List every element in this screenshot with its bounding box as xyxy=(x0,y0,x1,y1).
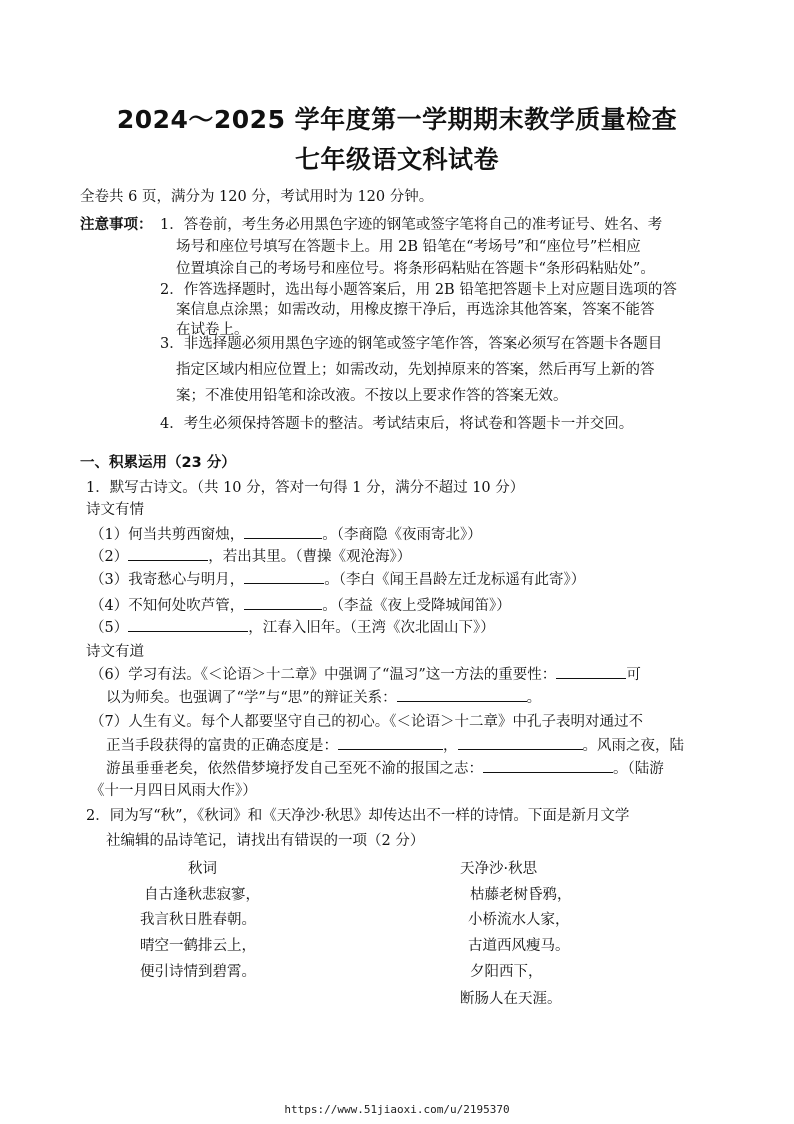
poem-2-line-5: 断肠人在天涯。 xyxy=(460,991,562,1007)
poem-2-line-1: 枯藤老树昏鸦， xyxy=(470,887,572,903)
question-1-stem: 1．默写古诗文。（共 10 分，答对一句得 1 分，满分不超过 10 分） xyxy=(86,480,525,496)
answer-blank[interactable] xyxy=(244,569,324,584)
section-heading: 一、积累运用（23 分） xyxy=(80,455,236,471)
poem-1-line-2: 我言秋日胜春朝。 xyxy=(140,912,256,928)
footer-url: https://www.51jiaoxi.com/u/2195370 xyxy=(284,1103,510,1116)
notice-item-1-line-1: 1．答卷前，考生务必用黑色字迹的钢笔或签字笔将自己的准考证号、姓名、考 xyxy=(160,217,663,233)
notice-item-3-line-2: 指定区域内相应位置上；如需改动，先划掉原来的答案，然后再写上新的答 xyxy=(176,362,655,378)
notice-item-2-line-3: 在试卷上。 xyxy=(176,322,249,338)
poem-1-line-4: 便引诗情到碧霄。 xyxy=(140,964,256,980)
poem-1-line-3: 晴空一鹤排云上， xyxy=(140,938,256,954)
answer-blank[interactable] xyxy=(338,735,443,750)
notice-item-3-line-3: 案；不准使用铅笔和涂改液。不按以上要求作答的答案无效。 xyxy=(176,388,568,404)
exam-subtitle: 七年级语文科试卷 xyxy=(294,145,499,174)
notice-label: 注意事项： xyxy=(80,217,153,233)
question-2-stem-line-2: 社编辑的品诗笔记，请找出有错误的一项（2 分） xyxy=(106,833,425,849)
poem-1-title: 秋词 xyxy=(188,861,217,877)
notice-item-2-line-1: 2．作答选择题时，选出每小题答案后，用 2B 铅笔把答题卡上对应题目选项的答 xyxy=(160,282,677,298)
question-1-item-7-line-1: （7）人生有义。每个人都要坚守自己的初心。《＜论语＞十二章》中孔子表明对通过不 xyxy=(90,714,643,730)
answer-blank[interactable] xyxy=(244,524,322,539)
poem-2-line-2: 小桥流水人家， xyxy=(468,912,570,928)
poem-1-line-1: 自古逢秋悲寂寥， xyxy=(144,887,260,903)
question-1-item-1: （1）何当共剪西窗烛， 。（李商隐《夜雨寄北》） xyxy=(90,524,482,546)
question-1-item-7-line-2: 正当手段获得的富贵的正确态度是： ， 。风雨之夜，陆 xyxy=(106,735,684,757)
question-1-item-4: （4）不知何处吹芦管， 。（李益《夜上受降城闻笛》） xyxy=(90,595,511,617)
question-1-item-5: （5） ，江春入旧年。（王湾《次北固山下》） xyxy=(90,617,495,639)
question-1-item-3: （3）我寄愁心与明月， 。（李白《闻王昌龄左迁龙标遥有此寄》） xyxy=(90,569,585,591)
answer-blank[interactable] xyxy=(128,617,248,632)
notice-item-1-line-3: 位置填涂自己的考场号和座位号。将条形码粘贴在答题卡“条形码粘贴处”。 xyxy=(176,261,655,277)
question-1-item-2: （2） ，若出其里。（曹操《观沧海》） xyxy=(90,546,411,568)
question-1-item-6-line-2: 以为师矣。也强调了“学”与“思”的辩证关系： 。 xyxy=(106,687,541,709)
notice-item-1-line-2: 场号和座位号填写在答题卡上。用 2B 铅笔在“考场号”和“座位号”栏相应 xyxy=(176,239,641,255)
question-2-stem-line-1: 2．同为写“秋”，《秋词》和《天净沙·秋思》却传达出不一样的诗情。下面是新月文学 xyxy=(86,808,630,824)
exam-title: 2024～2025 学年度第一学期期末教学质量检查 xyxy=(116,105,678,134)
answer-blank[interactable] xyxy=(556,664,626,679)
question-1-item-7-line-3: 游虽垂垂老矣，依然借梦境抒发自己至死不渝的报国之志： 。（陆游 xyxy=(106,758,664,780)
poem-2-line-4: 夕阳西下， xyxy=(470,964,543,980)
answer-blank[interactable] xyxy=(128,546,208,561)
question-1-item-6-line-1: （6）学习有法。《＜论语＞十二章》中强调了“温习”这一方法的重要性： 可 xyxy=(90,664,641,686)
notice-item-2-line-2: 案信息点涂黑；如需改动，用橡皮擦干净后，再选涂其他答案，答案不能答 xyxy=(176,302,655,318)
question-1-item-7-line-4: 《十一月四日风雨大作》） xyxy=(90,783,257,799)
answer-blank[interactable] xyxy=(244,595,322,610)
answer-blank[interactable] xyxy=(397,687,527,702)
exam-intro: 全卷共 6 页，满分为 120 分，考试用时为 120 分钟。 xyxy=(80,189,434,205)
notice-item-3-line-1: 3．非选择题必须用黑色字迹的钢笔或签字笔作答，答案必须写在答题卡各题目 xyxy=(160,336,663,352)
notice-item-4-line-1: 4．考生必须保持答题卡的整洁。考试结束后，将试卷和答题卡一并交回。 xyxy=(160,416,634,432)
subheading-poetry-emotion: 诗文有情 xyxy=(86,502,144,518)
poem-2-title: 天净沙·秋思 xyxy=(460,861,538,877)
poem-2-line-3: 古道西风瘦马。 xyxy=(468,938,570,954)
subheading-poetry-principle: 诗文有道 xyxy=(86,644,144,660)
answer-blank[interactable] xyxy=(483,758,613,773)
answer-blank[interactable] xyxy=(458,735,583,750)
